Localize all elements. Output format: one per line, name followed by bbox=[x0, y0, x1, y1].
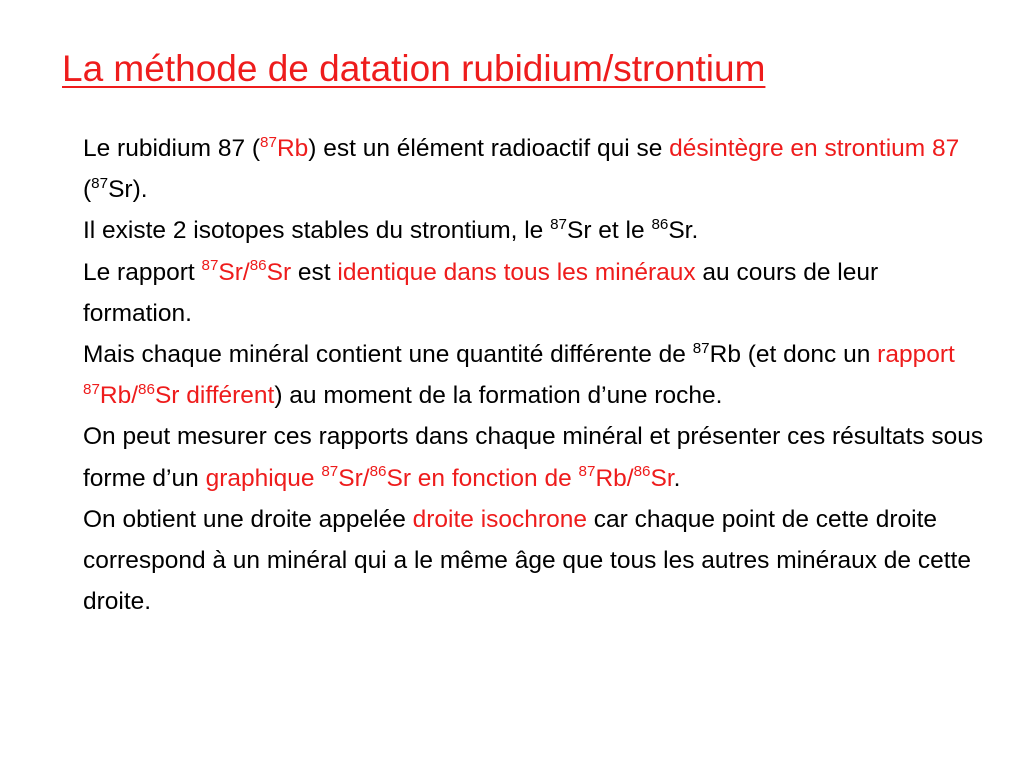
highlight-text: identique dans tous les minéraux bbox=[337, 258, 696, 286]
text-run: . bbox=[673, 464, 681, 492]
isotope-superscript: 87 bbox=[91, 174, 109, 192]
highlight-text: Sr/ bbox=[218, 258, 250, 286]
text-run: Sr. bbox=[668, 217, 699, 245]
isotope-superscript: 87 bbox=[260, 133, 277, 151]
isotope-superscript: 86 bbox=[138, 380, 155, 398]
isotope-superscript: 87 bbox=[578, 463, 596, 481]
text-run: ) au moment de la formation d’une roche. bbox=[274, 382, 723, 410]
highlight-text: Sr bbox=[650, 464, 674, 492]
text-run: au cours de leur formation. bbox=[83, 258, 879, 327]
highlight-text: désintègre bbox=[669, 135, 784, 162]
slide-title: La méthode de datation rubidium/strontium bbox=[62, 48, 766, 89]
text-run: Le rubidium 87 ( bbox=[83, 135, 261, 162]
text-run: ( bbox=[83, 176, 92, 204]
text-run: Rb (et donc un bbox=[709, 341, 878, 369]
highlight-text: Sr différent bbox=[154, 382, 275, 410]
isotope-superscript: 86 bbox=[651, 216, 669, 233]
highlight-text: droite isochrone bbox=[412, 505, 587, 533]
highlight-text: en strontium 87 bbox=[790, 135, 960, 162]
highlight-text: Rb bbox=[276, 135, 309, 162]
highlight-text: Sr bbox=[266, 258, 292, 286]
highlight-text: Rb/ bbox=[99, 382, 139, 410]
highlight-text: Sr/ bbox=[338, 464, 370, 492]
paragraph-graph bbox=[83, 416, 993, 498]
highlight-text: Sr en fonction de bbox=[386, 464, 579, 492]
isotope-superscript: 86 bbox=[369, 463, 387, 481]
text-run: On obtient une droite appelée bbox=[83, 505, 413, 533]
isotope-superscript: 86 bbox=[249, 257, 267, 275]
paragraph-stable-isotopes bbox=[83, 210, 993, 251]
text-run: Le rapport bbox=[83, 258, 202, 286]
isotope-superscript: 87 bbox=[692, 339, 710, 357]
text-run: Il existe 2 isotopes stables du strontium, le bbox=[83, 217, 551, 245]
text-run: Sr et le bbox=[567, 217, 652, 245]
isotope-superscript: 86 bbox=[633, 463, 651, 481]
text-run: ) est un élément radioactif qui se bbox=[308, 135, 670, 162]
isotope-superscript: 87 bbox=[321, 463, 339, 481]
paragraph-different-rb bbox=[83, 334, 993, 416]
text-run: Sr). bbox=[108, 176, 148, 204]
isotope-superscript: 87 bbox=[550, 216, 567, 233]
paragraph-rubidium-decay bbox=[83, 128, 993, 210]
isotope-superscript: 87 bbox=[83, 380, 100, 398]
paragraph-initial-ratio bbox=[83, 252, 993, 334]
paragraph-isochron bbox=[83, 499, 993, 623]
slide-body bbox=[83, 128, 993, 622]
text-run: On peut mesurer ces rapports dans chaque minéral et présenter ces résultats sous forme d’un bbox=[83, 423, 984, 492]
isotope-superscript: 87 bbox=[201, 257, 219, 275]
text-run: Mais chaque minéral contient une quantité différente de bbox=[83, 341, 693, 369]
text-run: est bbox=[291, 258, 338, 286]
highlight-text: graphique bbox=[205, 464, 322, 492]
text-run: car chaque point de cette droite correspond à un minéral qui a le même âge que tous les autres minéraux de cette droite. bbox=[83, 505, 971, 616]
highlight-text: Rb/ bbox=[595, 464, 634, 492]
highlight-text: rapport bbox=[877, 341, 955, 369]
